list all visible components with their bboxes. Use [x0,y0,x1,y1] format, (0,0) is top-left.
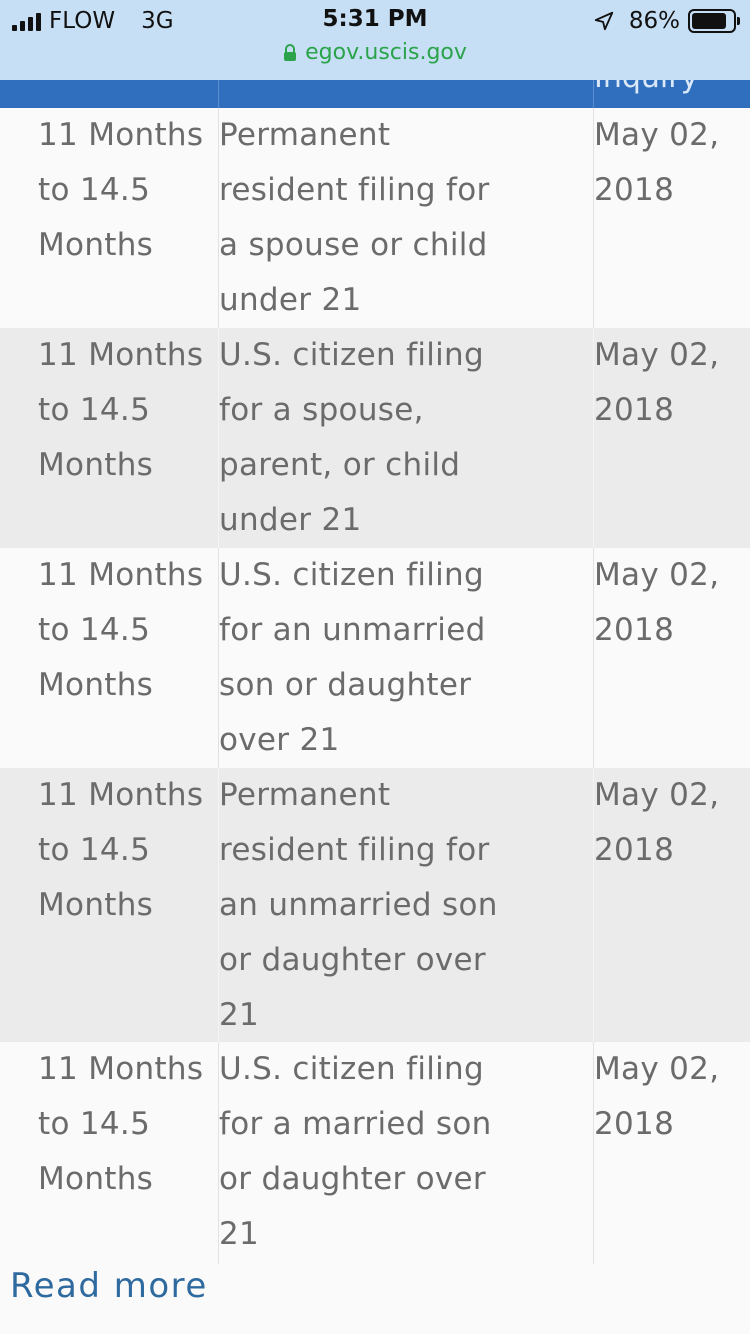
form-type-cell: Permanent resident filing for an unmarried son or daughter over 21 [219,777,498,1033]
time-range-cell: 11 Months to 14.5 Months [38,777,204,923]
table-row [0,768,750,1042]
time-range-cell: 11 Months to 14.5 Months [38,337,204,483]
status-right [593,8,736,34]
table-header [0,80,750,108]
form-type-cell: U.S. citizen filing for a married son or daughter over 21 [219,1051,492,1252]
date-cell: May 02, 2018 [594,557,720,648]
table-row [0,108,750,328]
form-type-cell: U.S. citizen filing for an unmarried son or daughter over 21 [219,557,486,758]
date-cell: May 02, 2018 [594,1051,720,1142]
processing-times-table [0,108,750,1264]
time-range-cell: 11 Months to 14.5 Months [38,557,204,703]
table-row [0,1042,750,1264]
form-type-cell: U.S. citizen filing for a spouse, parent, or child under 21 [219,337,484,538]
lock-icon [283,44,297,62]
carrier-name: FLOW [49,8,116,34]
read-more-link[interactable]: Read more [10,1266,208,1306]
battery-icon [688,9,736,33]
time-range-cell: 11 Months to 14.5 Months [38,1051,204,1197]
status-bar [0,0,750,80]
address-bar[interactable] [0,40,750,65]
time-range-cell: 11 Months to 14.5 Months [38,117,204,263]
location-icon [593,10,615,32]
clock: 5:31 PM [322,6,428,32]
network-type: 3G [141,8,174,34]
date-cell: May 02, 2018 [594,337,720,428]
table-row [0,548,750,768]
table-row [0,328,750,548]
date-cell: May 02, 2018 [594,777,720,868]
header-divider [218,80,219,108]
form-type-cell: Permanent resident filing for a spouse or child under 21 [219,117,490,318]
date-cell: May 02, 2018 [594,117,720,208]
url-text: egov.uscis.gov [305,40,467,65]
battery-percent: 86% [628,8,680,34]
